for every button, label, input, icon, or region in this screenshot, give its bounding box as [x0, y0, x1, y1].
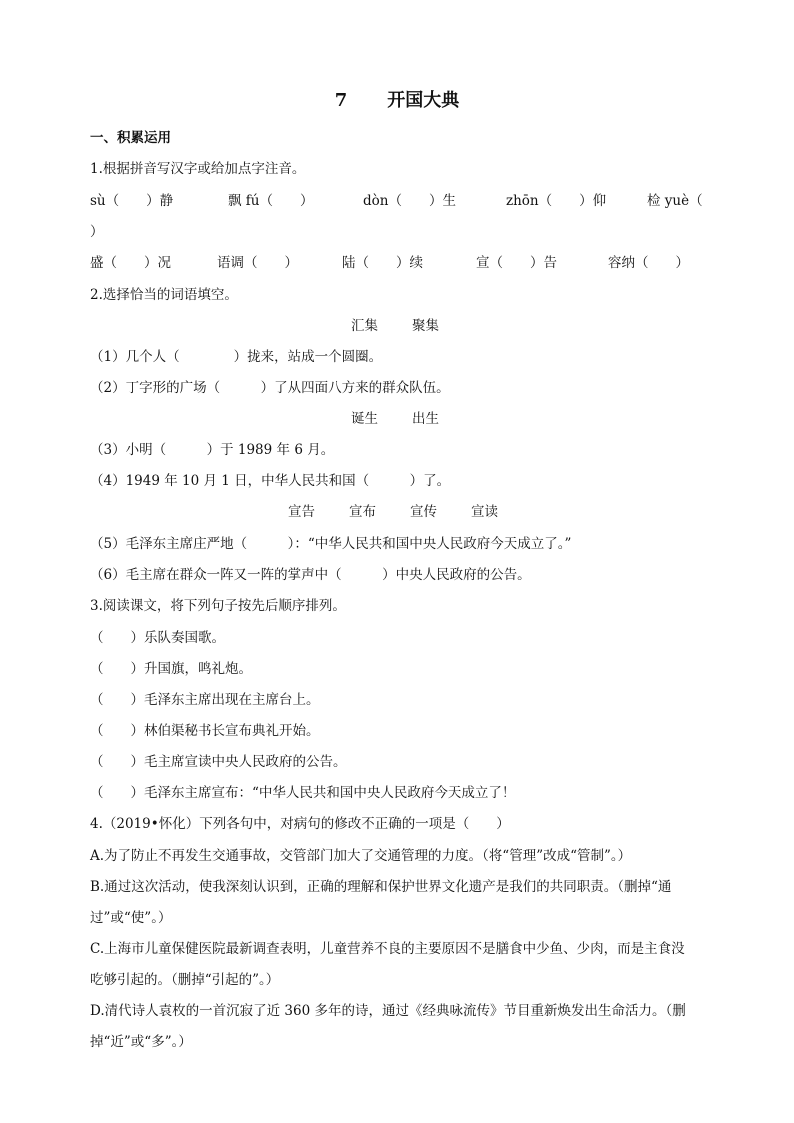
- sentence-1: （1）几个人（ ）拢来，站成一个圆圈。: [90, 349, 383, 365]
- option-a: A.为了防止不再发生交通事故，交管部门加大了交通管理的力度。（将“管理”改成“管制”。）: [90, 848, 632, 864]
- option-b: B.通过这次活动，使我深刻认识到，正确的理解和保护世界文化遗产是我们的共同职责。（删掉“通: [90, 879, 672, 895]
- pinyin-item: 宣（ ）告: [476, 255, 557, 271]
- pinyin-item: sù（ ）静: [90, 193, 174, 209]
- page-title: [0, 86, 794, 112]
- pinyin-item: dòn（ ）生: [363, 193, 456, 209]
- word-choice: 诞生: [351, 411, 378, 427]
- word-choices-1: [351, 314, 439, 334]
- order-item: （ ）林伯渠秘书长宣布典礼开始。: [90, 723, 320, 739]
- lesson-number: 7: [334, 90, 348, 111]
- sentence-4: （4）1949 年 10 月 1 日，中华人民共和国（ ）了。: [90, 473, 451, 489]
- pinyin-row-1-wrap: ）: [90, 224, 104, 240]
- option-d-cont: 掉“近”或“多”。）: [90, 1034, 192, 1050]
- word-choices-2: [351, 407, 439, 427]
- word-choice: 宣读: [471, 504, 498, 520]
- pinyin-item: 陆（ ）续: [342, 255, 423, 271]
- sentence-2: （2）丁字形的广场（ ）了从四面八方来的群众队伍。: [90, 380, 450, 396]
- sentence-5: （5）毛泽东主席庄严地（ ）：“中华人民共和国中央人民政府今天成立了。”: [90, 536, 572, 552]
- word-choice: 出生: [412, 411, 439, 427]
- question-3-prompt: 3.阅读课文，将下列句子按先后顺序排列。: [90, 598, 346, 614]
- option-c-cont: 吃够引起的。（删掉“引起的”。）: [90, 972, 280, 988]
- order-item: （ ）升国旗，鸣礼炮。: [90, 661, 252, 677]
- word-choice: 汇集: [351, 318, 378, 334]
- word-choice: 宣告: [288, 504, 315, 520]
- order-item: （ ）毛泽东主席宣布：“中华人民共和国中央人民政府今天成立了！: [90, 785, 516, 801]
- option-c: C.上海市儿童保健医院最新调查表明，儿童营养不良的主要原因不是膳食中少鱼、少肉，而是主食没: [90, 941, 685, 957]
- question-2-prompt: 2.选择恰当的词语填空。: [90, 287, 238, 303]
- lesson-title: 开国大典: [387, 90, 460, 111]
- order-item: （ ）乐队奏国歌。: [90, 630, 225, 646]
- word-choices-3: [288, 500, 498, 520]
- sentence-3: （3）小明（ ）于 1989 年 6 月。: [90, 442, 335, 458]
- option-b-cont: 过”或“使”。）: [90, 910, 172, 926]
- pinyin-item: 容纳（ ）: [608, 255, 689, 271]
- order-item: （ ）毛主席宣读中央人民政府的公告。: [90, 754, 347, 770]
- question-1-prompt: 1.根据拼音写汉字或给加点字注音。: [90, 161, 306, 177]
- word-choice: 宣布: [349, 504, 376, 520]
- word-choice: 宣传: [410, 504, 437, 520]
- section-heading: 一、积累运用: [90, 130, 171, 146]
- sentence-6: （6）毛主席在群众一阵又一阵的掌声中（ ）中央人民政府的公告。: [90, 567, 531, 583]
- pinyin-item: 语调（ ）: [217, 255, 298, 271]
- pinyin-item: 盛（ ）况: [90, 255, 171, 271]
- order-item: （ ）毛泽东主席出现在主席台上。: [90, 692, 320, 708]
- option-d: D.清代诗人袁枚的一首沉寂了近 360 多年的诗，通过《经典咏流传》节目重新焕发出生命活力。（删: [90, 1003, 686, 1019]
- word-choice: 聚集: [412, 318, 439, 334]
- pinyin-item: 飘 fú（ ）: [228, 193, 314, 209]
- question-4-prompt: 4.（2019•怀化）下列各句中，对病句的修改不正确的一项是（ ）: [90, 816, 510, 832]
- pinyin-item: zhōn（ ）仰: [506, 193, 607, 209]
- pinyin-item: 检 yuè（: [647, 193, 703, 209]
